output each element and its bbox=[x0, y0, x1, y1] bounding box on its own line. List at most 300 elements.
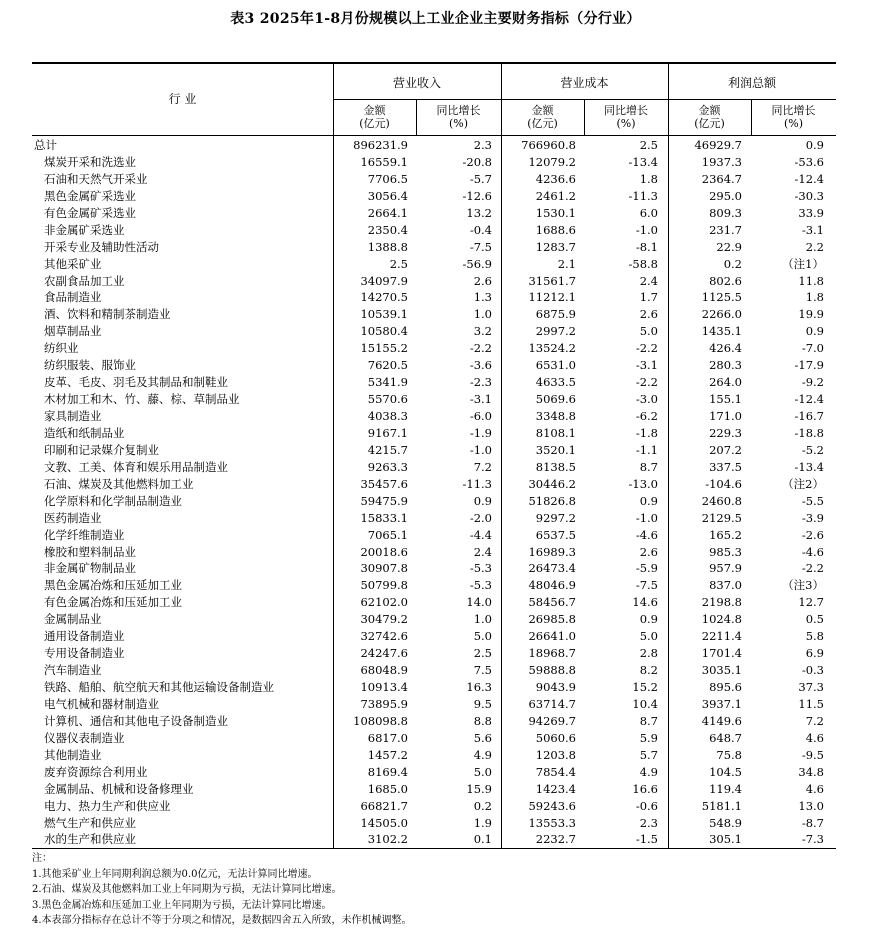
profit-amount-cell: 985.3 bbox=[709, 544, 742, 559]
revenue-amount-cell: 30907.8 bbox=[360, 561, 408, 576]
profit-growth-cell: -2.6 bbox=[801, 527, 824, 542]
notes-label: 注： bbox=[32, 853, 52, 864]
cost-amount-cell: 12079.2 bbox=[528, 154, 576, 169]
cost-amount-cell: 5060.6 bbox=[535, 730, 576, 745]
profit-amount-cell: 171.0 bbox=[709, 409, 742, 423]
industry-name: 化学纤维制造业 bbox=[44, 527, 125, 542]
table-row bbox=[32, 357, 836, 374]
cost-growth-cell: 2.4 bbox=[639, 273, 658, 288]
table-row bbox=[32, 815, 836, 832]
table-row bbox=[32, 340, 836, 357]
revenue-growth-cell: -4.4 bbox=[469, 527, 492, 542]
revenue-growth-cell: 0.1 bbox=[473, 832, 492, 847]
revenue-growth-cell: 8.8 bbox=[473, 713, 492, 728]
revenue-growth-cell: 7.2 bbox=[473, 459, 492, 474]
revenue-amount-cell: 14270.5 bbox=[360, 290, 408, 305]
cost-amount-cell: 8108.1 bbox=[535, 425, 576, 440]
industry-name: 有色金属矿采选业 bbox=[44, 205, 136, 220]
profit-amount-cell: -104.6 bbox=[705, 476, 742, 491]
profit-growth-cell: （注1） bbox=[782, 256, 824, 271]
cost-amount-cell: 3348.8 bbox=[535, 409, 576, 423]
profit-amount-cell: 895.6 bbox=[709, 680, 742, 694]
industry-name: 纺织业 bbox=[44, 341, 79, 356]
cost-amount-cell: 6875.9 bbox=[535, 307, 576, 322]
cost-amount-cell: 59243.6 bbox=[528, 798, 576, 813]
table-row bbox=[32, 747, 836, 764]
table-row bbox=[32, 730, 836, 747]
profit-growth-cell: 6.9 bbox=[805, 646, 824, 661]
industry-name: 有色金属冶炼和压延加工业 bbox=[44, 595, 182, 610]
cost-growth-cell: 6.0 bbox=[639, 205, 658, 220]
profit-amount-cell: 1435.1 bbox=[701, 324, 742, 339]
cost-amount-cell: 6537.5 bbox=[535, 527, 576, 542]
profit-amount-cell: 648.7 bbox=[709, 730, 742, 745]
profit-growth-cell: -3.9 bbox=[801, 510, 824, 525]
revenue-growth-cell: -3.6 bbox=[469, 358, 492, 373]
cost-amount-cell: 1283.7 bbox=[535, 239, 576, 254]
industry-name: 黑色金属冶炼和压延加工业 bbox=[44, 578, 182, 593]
revenue-growth-cell: 7.5 bbox=[473, 663, 492, 678]
table-body bbox=[32, 137, 836, 848]
profit-growth-cell: （注2） bbox=[782, 476, 824, 491]
cost-growth-cell: -1.0 bbox=[635, 222, 658, 237]
table-top-rule bbox=[32, 62, 836, 64]
revenue-amount-cell: 30479.2 bbox=[360, 612, 408, 627]
cost-amount-cell: 30446.2 bbox=[528, 476, 576, 491]
cost-growth-cell: 14.6 bbox=[632, 595, 658, 610]
profit-growth-cell: -30.3 bbox=[794, 188, 824, 203]
cost-amount-cell: 51826.8 bbox=[528, 493, 576, 508]
cost-growth-cell: 8.2 bbox=[639, 663, 658, 678]
cost-amount-cell: 31561.7 bbox=[528, 273, 576, 288]
table-row bbox=[32, 662, 836, 679]
cost-growth-cell: 10.4 bbox=[632, 696, 658, 711]
table-row bbox=[32, 391, 836, 408]
table-row bbox=[32, 713, 836, 730]
revenue-growth-cell: 1.0 bbox=[473, 612, 492, 627]
table-row bbox=[32, 527, 836, 544]
revenue-amount-cell: 2.5 bbox=[389, 256, 408, 271]
profit-amount-cell: 2211.4 bbox=[701, 629, 742, 644]
revenue-amount-cell: 2664.1 bbox=[367, 205, 408, 220]
cost-growth-cell: -4.6 bbox=[635, 527, 658, 542]
revenue-growth-cell: 3.2 bbox=[473, 324, 492, 339]
cost-amount-cell: 59888.8 bbox=[528, 663, 576, 678]
table-row bbox=[32, 154, 836, 171]
profit-amount-cell: 802.6 bbox=[709, 273, 742, 288]
industry-name: 非金属矿物制品业 bbox=[44, 561, 136, 576]
header-growth: 同比增长 (%) bbox=[771, 104, 816, 130]
profit-growth-cell: -7.3 bbox=[801, 832, 824, 847]
revenue-amount-cell: 4038.3 bbox=[367, 409, 408, 423]
cost-growth-cell: -3.1 bbox=[635, 358, 658, 373]
industry-name: 文教、工美、体育和娱乐用品制造业 bbox=[44, 459, 228, 474]
cost-amount-cell: 766960.8 bbox=[521, 138, 576, 152]
table-row bbox=[32, 306, 836, 323]
revenue-growth-cell: 5.0 bbox=[473, 764, 492, 779]
cost-growth-cell: 5.0 bbox=[639, 324, 658, 339]
profit-amount-cell: 46929.7 bbox=[694, 138, 742, 152]
cost-amount-cell: 3520.1 bbox=[535, 442, 576, 457]
industry-name: 水的生产和供应业 bbox=[44, 832, 136, 847]
revenue-growth-cell: 13.2 bbox=[466, 205, 492, 220]
cost-amount-cell: 1203.8 bbox=[535, 747, 576, 762]
profit-amount-cell: 280.3 bbox=[709, 358, 742, 373]
cost-amount-cell: 94269.7 bbox=[528, 713, 576, 728]
industry-name: 专用设备制造业 bbox=[44, 646, 125, 661]
revenue-growth-cell: -5.3 bbox=[469, 561, 492, 576]
cost-amount-cell: 7854.4 bbox=[535, 764, 576, 779]
profit-growth-cell: 4.6 bbox=[805, 730, 824, 745]
table-row bbox=[32, 188, 836, 205]
industry-name: 家具制造业 bbox=[44, 409, 102, 423]
revenue-amount-cell: 16559.1 bbox=[360, 154, 408, 169]
revenue-amount-cell: 2350.4 bbox=[367, 222, 408, 237]
profit-amount-cell: 2129.5 bbox=[701, 510, 742, 525]
profit-growth-cell: -2.2 bbox=[801, 561, 824, 576]
profit-amount-cell: 337.5 bbox=[709, 459, 742, 474]
revenue-amount-cell: 3056.4 bbox=[367, 188, 408, 203]
cost-amount-cell: 58456.7 bbox=[528, 595, 576, 610]
table-title: 表3 2025年1-8月份规模以上工业企业主要财务指标（分行业） bbox=[230, 11, 641, 27]
profit-amount-cell: 5181.1 bbox=[701, 798, 742, 813]
revenue-growth-cell: 14.0 bbox=[466, 595, 492, 610]
profit-growth-cell: -18.8 bbox=[794, 425, 824, 440]
profit-growth-cell: -3.1 bbox=[801, 222, 824, 237]
cost-amount-cell: 26641.0 bbox=[528, 629, 576, 644]
industry-name: 橡胶和塑料制品业 bbox=[44, 544, 136, 559]
revenue-amount-cell: 66821.7 bbox=[360, 798, 408, 813]
cost-growth-cell: 8.7 bbox=[639, 713, 658, 728]
table-row bbox=[32, 594, 836, 611]
revenue-growth-cell: -0.4 bbox=[469, 222, 492, 237]
profit-growth-cell: -5.5 bbox=[801, 493, 824, 508]
revenue-growth-cell: 2.6 bbox=[473, 273, 492, 288]
notes bbox=[32, 851, 412, 929]
revenue-amount-cell: 5570.6 bbox=[367, 392, 408, 407]
table-row bbox=[32, 679, 836, 696]
revenue-growth-cell: 0.9 bbox=[473, 493, 492, 508]
cost-amount-cell: 2997.2 bbox=[535, 324, 576, 339]
header-group-revenue: 营业收入 bbox=[392, 76, 441, 90]
table-row bbox=[32, 696, 836, 713]
industry-name: 皮革、毛皮、羽毛及其制品和制鞋业 bbox=[44, 375, 228, 390]
revenue-amount-cell: 14505.0 bbox=[360, 815, 408, 830]
cost-amount-cell: 9043.9 bbox=[535, 680, 576, 694]
revenue-amount-cell: 1457.2 bbox=[367, 747, 408, 762]
revenue-growth-cell: -2.0 bbox=[469, 510, 492, 525]
cost-growth-cell: -13.0 bbox=[628, 476, 658, 491]
cost-amount-cell: 5069.6 bbox=[535, 392, 576, 407]
profit-amount-cell: 1701.4 bbox=[701, 646, 742, 661]
profit-growth-cell: -7.0 bbox=[801, 341, 824, 356]
industry-name: 酒、饮料和精制茶制造业 bbox=[44, 307, 171, 322]
table-row bbox=[32, 323, 836, 340]
revenue-growth-cell: 1.9 bbox=[473, 815, 492, 830]
profit-amount-cell: 119.4 bbox=[709, 781, 742, 796]
profit-amount-cell: 1937.3 bbox=[701, 154, 742, 169]
industry-name: 印刷和记录媒介复制业 bbox=[44, 442, 159, 457]
cost-growth-cell: 15.2 bbox=[632, 680, 658, 694]
cost-growth-cell: -13.4 bbox=[628, 154, 658, 169]
profit-growth-cell: 2.2 bbox=[805, 239, 824, 254]
cost-growth-cell: 2.5 bbox=[639, 138, 658, 152]
revenue-amount-cell: 1685.0 bbox=[367, 781, 408, 796]
header-group-cost: 营业成本 bbox=[560, 76, 609, 90]
cost-amount-cell: 2.1 bbox=[557, 256, 576, 271]
revenue-amount-cell: 10913.4 bbox=[360, 680, 408, 694]
cost-growth-cell: 5.9 bbox=[639, 730, 658, 745]
revenue-amount-cell: 5341.9 bbox=[367, 375, 408, 390]
revenue-amount-cell: 68048.9 bbox=[360, 663, 408, 678]
table-row bbox=[32, 764, 836, 781]
profit-amount-cell: 104.5 bbox=[709, 764, 742, 779]
profit-amount-cell: 207.2 bbox=[709, 442, 742, 457]
industry-name: 食品制造业 bbox=[44, 290, 102, 305]
cost-growth-cell: -1.5 bbox=[635, 832, 658, 847]
revenue-growth-cell: 1.0 bbox=[473, 307, 492, 322]
revenue-amount-cell: 1388.8 bbox=[367, 239, 408, 254]
profit-amount-cell: 4149.6 bbox=[701, 713, 742, 728]
industry-name: 化学原料和化学制品制造业 bbox=[44, 493, 182, 508]
table-row bbox=[32, 476, 836, 493]
profit-growth-cell: -8.7 bbox=[801, 815, 824, 830]
table-row bbox=[32, 273, 836, 290]
table-row bbox=[32, 493, 836, 510]
profit-amount-cell: 957.9 bbox=[709, 561, 742, 576]
header-amount: 金额 (亿元) bbox=[694, 104, 725, 130]
revenue-amount-cell: 896231.9 bbox=[353, 138, 408, 152]
revenue-amount-cell: 32742.6 bbox=[360, 629, 408, 644]
cost-growth-cell: 16.6 bbox=[632, 781, 658, 796]
note-item: 3.黑色金属冶炼和压延加工业上年同期为亏损，无法计算同比增速。 bbox=[32, 899, 332, 911]
cost-growth-cell: 2.3 bbox=[639, 815, 658, 830]
profit-growth-cell: 0.5 bbox=[805, 612, 824, 627]
cost-amount-cell: 2461.2 bbox=[535, 188, 576, 203]
cost-growth-cell: -1.0 bbox=[635, 510, 658, 525]
profit-growth-cell: -16.7 bbox=[794, 409, 824, 423]
revenue-amount-cell: 7620.5 bbox=[367, 358, 408, 373]
industry-name: 仪器仪表制造业 bbox=[44, 730, 125, 745]
table-row bbox=[32, 645, 836, 662]
profit-growth-cell: 13.0 bbox=[798, 798, 824, 813]
industry-name: 石油和天然气开采业 bbox=[44, 171, 148, 186]
cost-amount-cell: 8138.5 bbox=[535, 459, 576, 474]
cost-growth-cell: -58.8 bbox=[628, 256, 658, 271]
revenue-growth-cell: -3.1 bbox=[469, 392, 492, 407]
revenue-growth-cell: 4.9 bbox=[473, 747, 492, 762]
industry-name: 总计 bbox=[34, 138, 57, 152]
profit-amount-cell: 1125.5 bbox=[701, 290, 742, 305]
profit-growth-cell: （注3） bbox=[782, 578, 824, 593]
profit-amount-cell: 22.9 bbox=[716, 239, 742, 254]
table-row bbox=[32, 408, 836, 425]
industry-name: 其他制造业 bbox=[44, 747, 102, 762]
profit-growth-cell: 7.2 bbox=[805, 713, 824, 728]
cost-amount-cell: 11212.1 bbox=[528, 290, 576, 305]
cost-amount-cell: 4236.6 bbox=[535, 171, 576, 186]
header-group-rule bbox=[333, 99, 836, 100]
cost-growth-cell: -2.2 bbox=[635, 375, 658, 390]
cost-growth-cell: 2.6 bbox=[639, 544, 658, 559]
revenue-amount-cell: 24247.6 bbox=[360, 646, 408, 661]
revenue-growth-cell: 15.9 bbox=[466, 781, 492, 796]
industry-name: 电气机械和器材制造业 bbox=[44, 696, 159, 711]
industry-name: 通用设备制造业 bbox=[44, 629, 125, 644]
revenue-amount-cell: 50799.8 bbox=[360, 578, 408, 593]
revenue-growth-cell: -12.6 bbox=[462, 188, 492, 203]
profit-amount-cell: 231.7 bbox=[709, 222, 742, 237]
cost-growth-cell: 2.6 bbox=[639, 307, 658, 322]
table-row bbox=[32, 781, 836, 798]
industry-name: 开采专业及辅助性活动 bbox=[44, 239, 159, 254]
revenue-amount-cell: 20018.6 bbox=[360, 544, 408, 559]
table-row bbox=[32, 425, 836, 442]
cost-growth-cell: -0.6 bbox=[635, 798, 658, 813]
table-row bbox=[32, 374, 836, 391]
profit-amount-cell: 2266.0 bbox=[701, 307, 742, 322]
revenue-amount-cell: 10580.4 bbox=[360, 324, 408, 339]
profit-growth-cell: 5.8 bbox=[805, 629, 824, 644]
industry-name: 木材加工和木、竹、藤、棕、草制品业 bbox=[44, 392, 240, 407]
revenue-growth-cell: 2.5 bbox=[473, 646, 492, 661]
table-row bbox=[32, 222, 836, 239]
table-row bbox=[32, 205, 836, 222]
revenue-amount-cell: 6817.0 bbox=[367, 730, 408, 745]
cost-growth-cell: -7.5 bbox=[635, 578, 658, 593]
revenue-growth-cell: 9.5 bbox=[473, 696, 492, 711]
revenue-growth-cell: -7.5 bbox=[469, 239, 492, 254]
table-row bbox=[32, 560, 836, 577]
profit-growth-cell: 0.9 bbox=[805, 324, 824, 339]
header-amount: 金额 (亿元) bbox=[527, 104, 558, 130]
revenue-growth-cell: 5.6 bbox=[473, 730, 492, 745]
revenue-growth-cell: -20.8 bbox=[462, 154, 492, 169]
profit-growth-cell: 34.8 bbox=[798, 764, 824, 779]
table-row bbox=[32, 577, 836, 594]
header-industry: 行 业 bbox=[168, 92, 197, 106]
cost-growth-cell: 8.7 bbox=[639, 459, 658, 474]
revenue-growth-cell: -2.3 bbox=[469, 375, 492, 390]
cost-amount-cell: 9297.2 bbox=[535, 510, 576, 525]
cost-growth-cell: -5.9 bbox=[635, 561, 658, 576]
cost-amount-cell: 1423.4 bbox=[535, 781, 576, 796]
cost-amount-cell: 13524.2 bbox=[528, 341, 576, 356]
cost-growth-cell: -1.1 bbox=[635, 442, 658, 457]
table-row bbox=[32, 831, 836, 848]
cost-amount-cell: 2232.7 bbox=[535, 832, 576, 847]
profit-amount-cell: 305.1 bbox=[709, 832, 742, 847]
industry-name: 纺织服装、服饰业 bbox=[44, 358, 136, 373]
cost-growth-cell: 0.9 bbox=[639, 612, 658, 627]
revenue-growth-cell: 5.0 bbox=[473, 629, 492, 644]
profit-amount-cell: 2460.8 bbox=[701, 493, 742, 508]
industry-name: 造纸和纸制品业 bbox=[44, 425, 125, 440]
industry-name: 铁路、船舶、航空航天和其他运输设备制造业 bbox=[44, 680, 274, 694]
revenue-growth-cell: -5.3 bbox=[469, 578, 492, 593]
revenue-amount-cell: 10539.1 bbox=[360, 307, 408, 322]
table-row bbox=[32, 544, 836, 561]
profit-amount-cell: 3937.1 bbox=[701, 696, 742, 711]
profit-amount-cell: 2198.8 bbox=[701, 595, 742, 610]
revenue-growth-cell: -56.9 bbox=[462, 256, 492, 271]
header-group-profit: 利润总额 bbox=[727, 76, 776, 90]
revenue-amount-cell: 7065.1 bbox=[367, 527, 408, 542]
industry-name: 金属制品业 bbox=[44, 612, 102, 627]
industry-name: 煤炭开采和洗选业 bbox=[44, 154, 136, 169]
cost-growth-cell: -1.8 bbox=[635, 425, 658, 440]
cost-amount-cell: 1688.6 bbox=[535, 222, 576, 237]
profit-growth-cell: -13.4 bbox=[794, 459, 824, 474]
profit-growth-cell: -12.4 bbox=[794, 392, 824, 407]
cost-growth-cell: -3.0 bbox=[635, 392, 658, 407]
industry-name: 废弃资源综合利用业 bbox=[44, 764, 148, 779]
revenue-growth-cell: -6.0 bbox=[469, 409, 492, 423]
cost-amount-cell: 16989.3 bbox=[528, 544, 576, 559]
table-row bbox=[32, 459, 836, 476]
profit-growth-cell: 19.9 bbox=[798, 307, 824, 322]
industry-name: 石油、煤炭及其他燃料加工业 bbox=[44, 476, 194, 491]
table-row bbox=[32, 611, 836, 628]
profit-amount-cell: 837.0 bbox=[709, 578, 742, 593]
revenue-growth-cell: -11.3 bbox=[462, 476, 492, 491]
profit-amount-cell: 0.2 bbox=[723, 256, 742, 271]
cost-growth-cell: -11.3 bbox=[628, 188, 658, 203]
table-row bbox=[32, 239, 836, 256]
profit-growth-cell: 37.3 bbox=[798, 680, 824, 694]
profit-growth-cell: 1.8 bbox=[805, 290, 824, 305]
cost-amount-cell: 26473.4 bbox=[528, 561, 576, 576]
industry-name: 金属制品、机械和设备修理业 bbox=[44, 781, 194, 796]
profit-growth-cell: -12.4 bbox=[794, 171, 824, 186]
table-row bbox=[32, 510, 836, 527]
revenue-amount-cell: 62102.0 bbox=[360, 595, 408, 610]
cost-growth-cell: 5.0 bbox=[639, 629, 658, 644]
cost-amount-cell: 18968.7 bbox=[528, 646, 576, 661]
header-growth: 同比增长 (%) bbox=[604, 104, 648, 130]
profit-amount-cell: 75.8 bbox=[716, 747, 742, 762]
profit-amount-cell: 426.4 bbox=[709, 341, 742, 356]
header-bottom-rule bbox=[32, 135, 836, 136]
profit-amount-cell: 548.9 bbox=[709, 815, 742, 830]
industry-name: 汽车制造业 bbox=[44, 663, 102, 678]
cost-growth-cell: -6.2 bbox=[635, 409, 658, 423]
cost-growth-cell: -8.1 bbox=[635, 239, 658, 254]
cost-amount-cell: 26985.8 bbox=[528, 612, 576, 627]
profit-growth-cell: -9.5 bbox=[801, 747, 824, 762]
profit-amount-cell: 165.2 bbox=[709, 527, 742, 542]
revenue-growth-cell: 0.2 bbox=[473, 798, 492, 813]
profit-amount-cell: 3035.1 bbox=[701, 663, 742, 678]
note-item: 2.石油、煤炭及其他燃料加工业上年同期为亏损，无法计算同比增速。 bbox=[32, 884, 342, 895]
cost-growth-cell: 1.7 bbox=[639, 290, 658, 305]
cost-amount-cell: 4633.5 bbox=[535, 375, 576, 390]
profit-amount-cell: 295.0 bbox=[709, 188, 742, 203]
profit-amount-cell: 1024.8 bbox=[701, 612, 742, 627]
cost-growth-cell: -2.2 bbox=[635, 341, 658, 356]
profit-amount-cell: 264.0 bbox=[709, 375, 742, 390]
cost-amount-cell: 63714.7 bbox=[528, 696, 576, 711]
revenue-amount-cell: 8169.4 bbox=[367, 764, 408, 779]
table-row bbox=[32, 798, 836, 815]
table-row bbox=[32, 442, 836, 459]
revenue-amount-cell: 15833.1 bbox=[360, 510, 408, 525]
profit-growth-cell: 0.9 bbox=[805, 138, 824, 152]
profit-growth-cell: 4.6 bbox=[805, 781, 824, 796]
profit-amount-cell: 229.3 bbox=[709, 425, 742, 440]
cost-growth-cell: 1.8 bbox=[639, 171, 658, 186]
revenue-amount-cell: 9263.3 bbox=[367, 459, 408, 474]
